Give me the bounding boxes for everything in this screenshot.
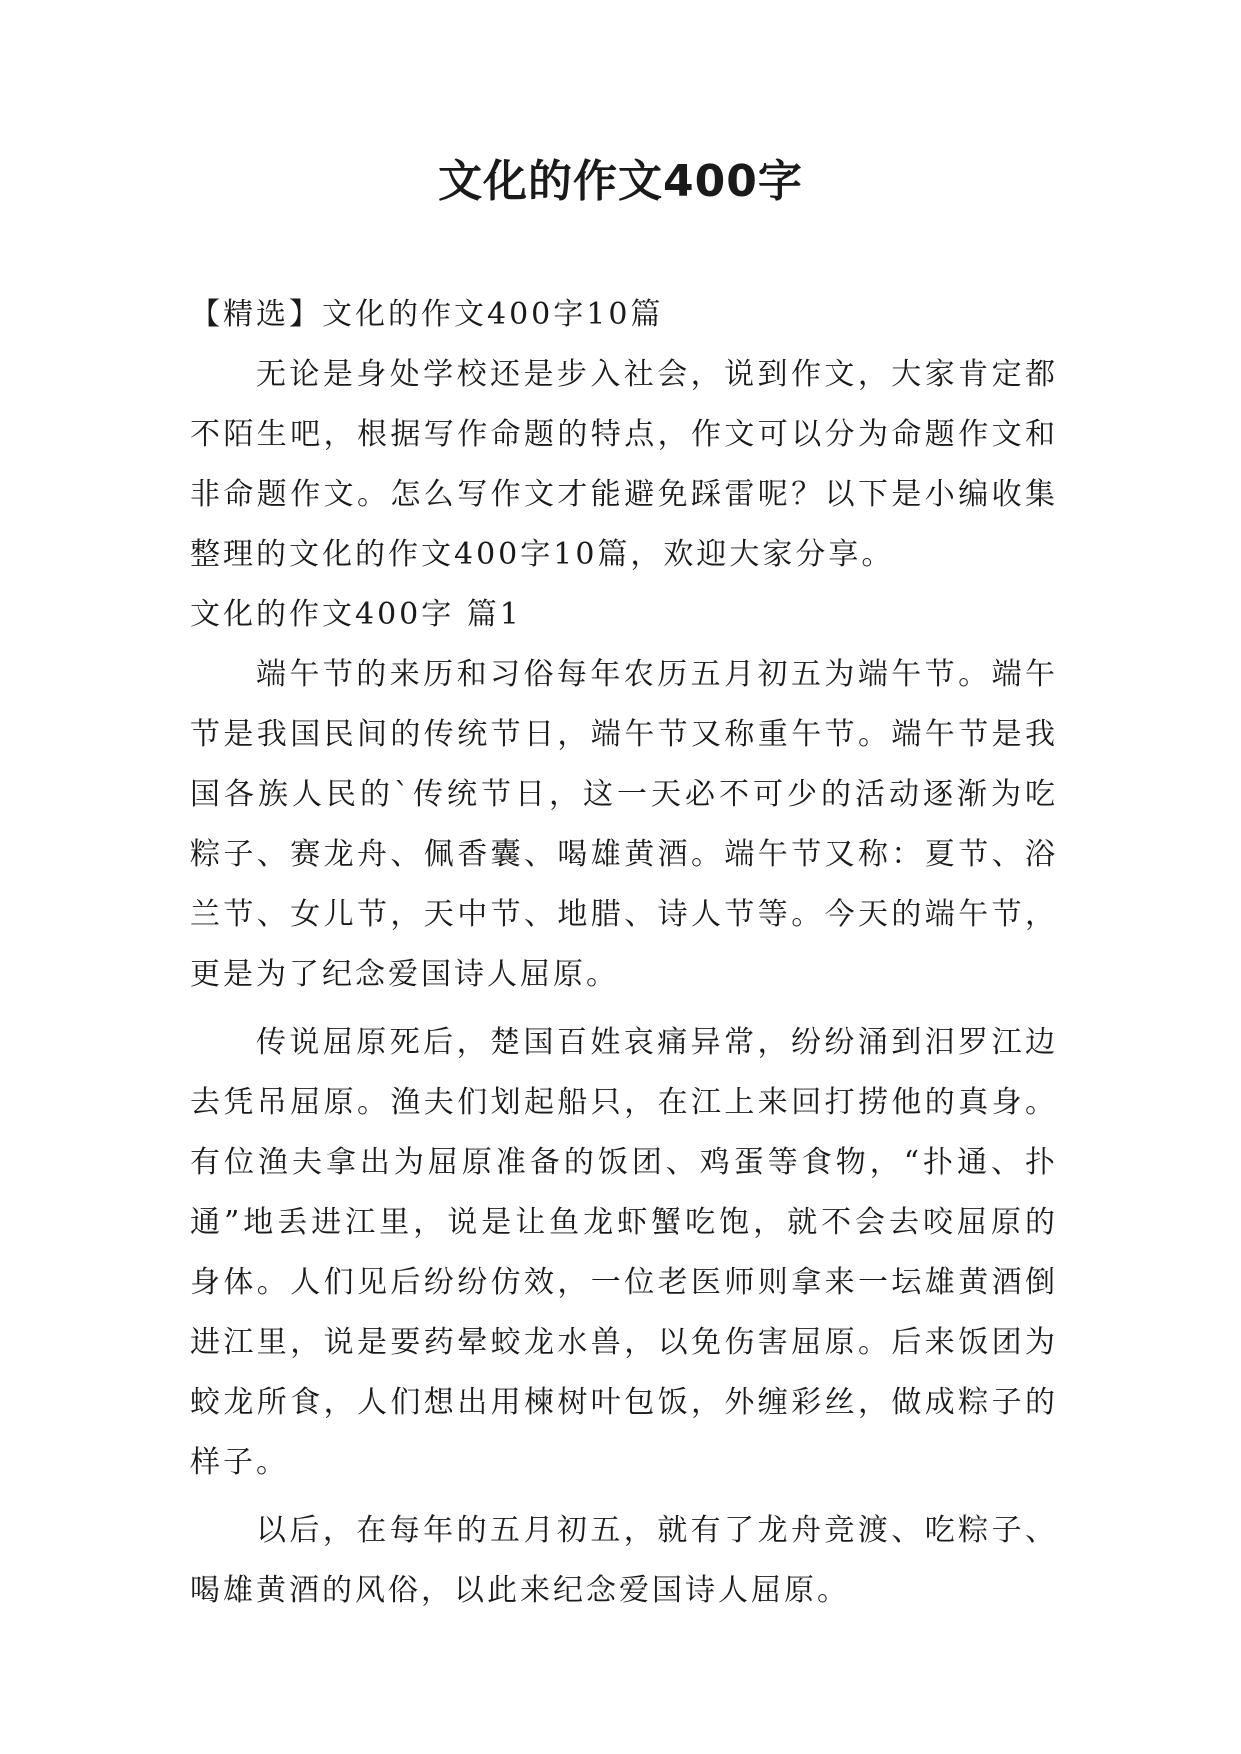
section-paragraph-3: 以后，在每年的五月初五，就有了龙舟竞渡、吃粽子、喝雄黄酒的风俗，以此来纪念爱国诗人屈原。 <box>190 1513 1058 1608</box>
document-subtitle: 【精选】文化的作文400字10篇 <box>190 297 664 332</box>
section-heading: 文化的作文400字 篇1 <box>190 597 522 632</box>
section-paragraph-2: 传说屈原死后，楚国百姓哀痛异常，纷纷涌到汨罗江边去凭吊屈原。渔夫们划起船只，在江上来回打捞他的真身。有位渔夫拿出为屈原准备的饭团、鸡蛋等食物，“扑通、扑通”地丢进江里，说是让鱼龙虾蟹吃饱，就不会去咬屈原的身体。人们见后纷纷仿效，一位老医师则拿来一坛雄黄酒倒进江里，说是要药晕蛟龙水兽，以免伤害屈原。后来饭团为蛟龙所食，人们想出用楝树叶包饭，外缠彩丝，做成粽子的样子。 <box>190 1025 1058 1480</box>
document-body <box>190 285 1058 1621</box>
section-paragraph-1: 端午节的来历和习俗每年农历五月初五为端午节。端午节是我国民间的传统节日，端午节又称重午节。端午节是我国各族人民的`传统节日，这一天必不可少的活动逐渐为吃粽子、赛龙舟、佩香囊、喝雄黄酒。端午节又称：夏节、浴兰节、女儿节，天中节、地腊、诗人节等。今天的端午节，更是为了纪念爱国诗人屈原。 <box>190 657 1058 992</box>
document-title: 文化的作文400字 <box>438 156 803 207</box>
intro-paragraph: 无论是身处学校还是步入社会，说到作文，大家肯定都不陌生吧，根据写作命题的特点，作文可以分为命题作文和非命题作文。怎么写作文才能避免踩雷呢？以下是小编收集整理的文化的作文400字10篇，欢迎大家分享。 <box>190 357 1058 572</box>
